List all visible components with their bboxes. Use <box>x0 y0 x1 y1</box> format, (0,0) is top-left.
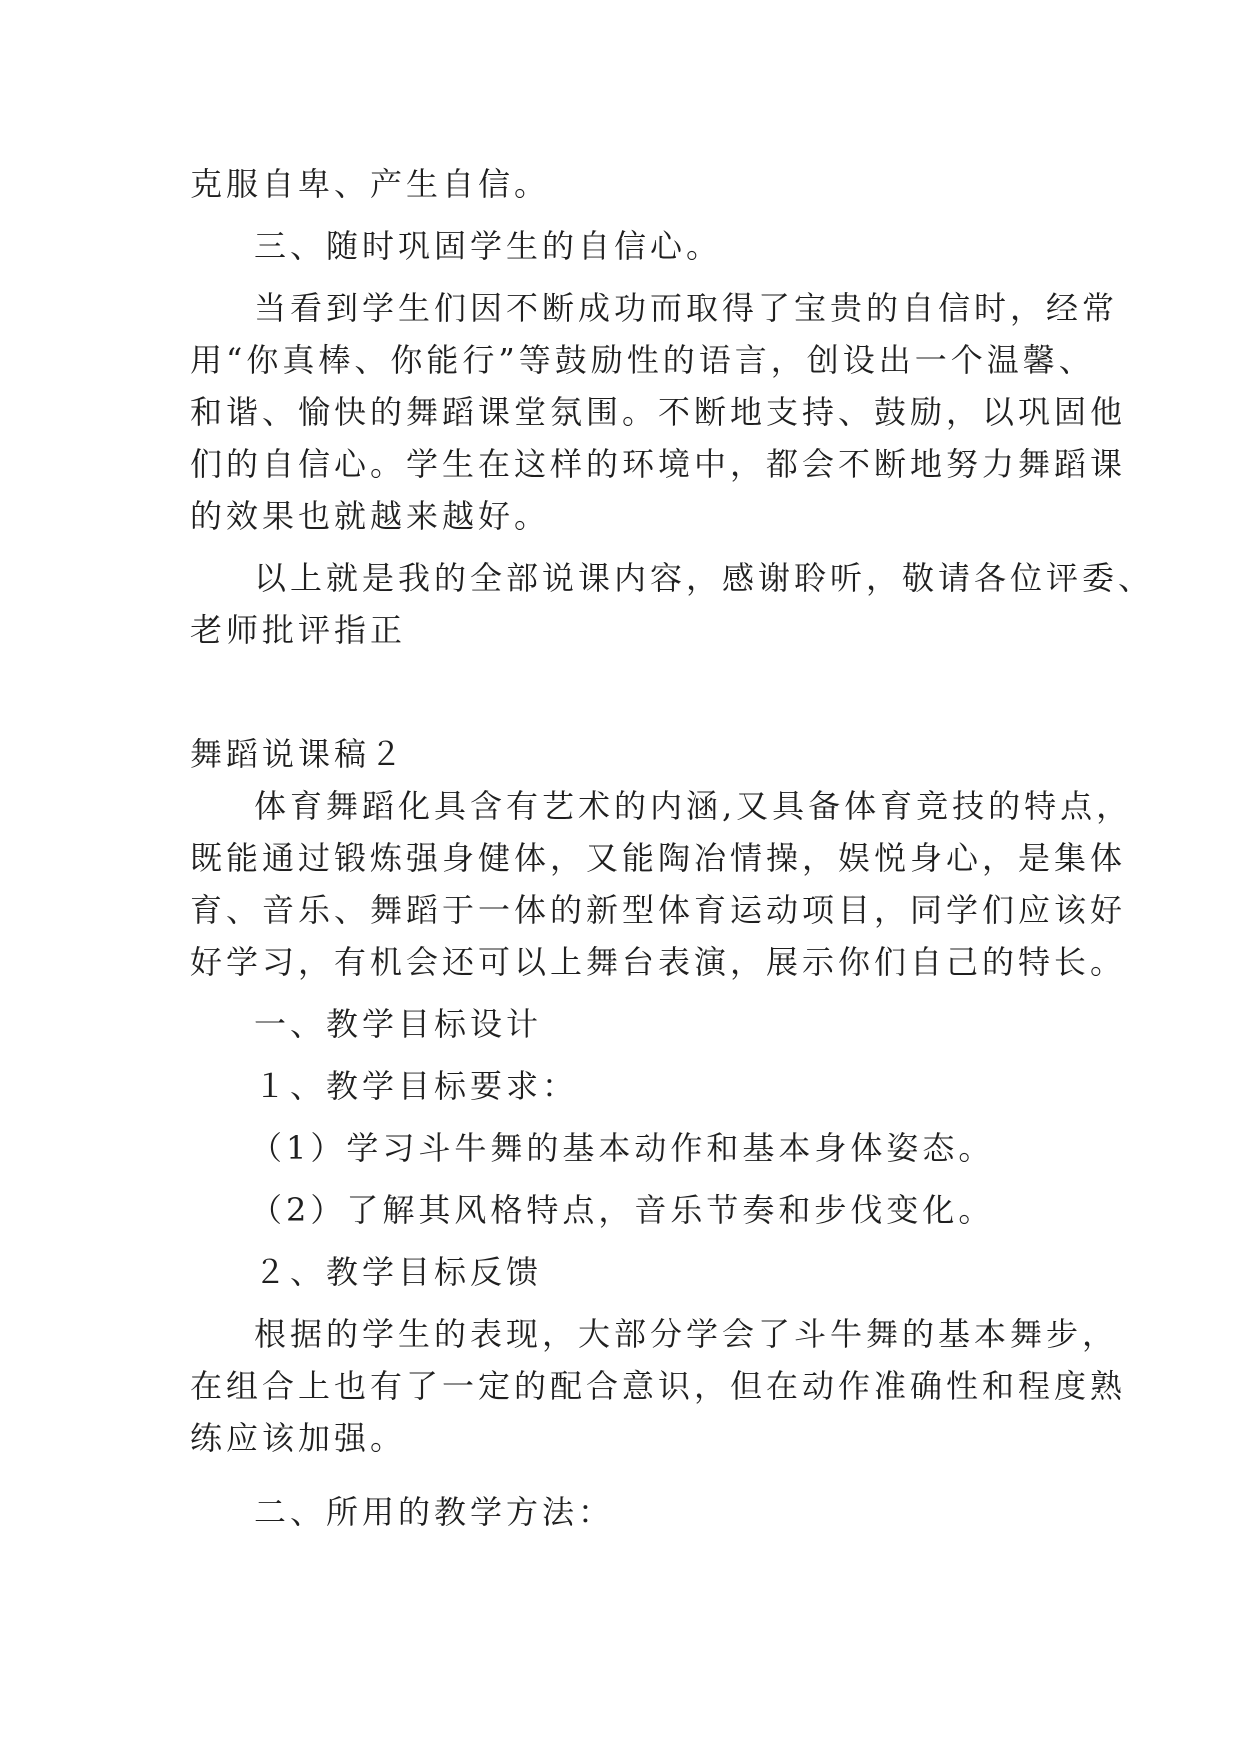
paragraph-line: 既能通过锻炼强身健体，又能陶冶情操，娱悦身心，是集体 <box>190 839 1127 877</box>
sub-heading-two: ２、教学目标反馈 <box>254 1253 543 1291</box>
feedback-paragraph <box>190 1308 1127 1464</box>
confidence-paragraph <box>190 282 1127 542</box>
paragraph-line: 好学习，有机会还可以上舞台表演，展示你们自己的特长。 <box>190 943 1127 981</box>
heading-one: 一、教学目标设计 <box>254 1005 543 1043</box>
paragraph-line: 根据的学生的表现，大部分学会了斗牛舞的基本舞步， <box>254 1315 1119 1353</box>
document-body <box>190 158 1155 1538</box>
paragraph-line: 育、音乐、舞蹈于一体的新型体育运动项目，同学们应该好 <box>190 891 1127 929</box>
paragraph-line: 用“你真棒、你能行”等鼓励性的语言，创设出一个温馨、 <box>190 341 1095 379</box>
closing-paragraph <box>190 552 1155 656</box>
objective-item-2: （2）了解其风格特点，音乐节奏和步伐变化。 <box>250 1191 995 1229</box>
paragraph-line: 以上就是我的全部说课内容，感谢聆听，敬请各位评委、 <box>254 559 1155 597</box>
paragraph-line: 们的自信心。学生在这样的环境中，都会不断地努力舞蹈课 <box>190 445 1127 483</box>
sub-heading-one: １、教学目标要求： <box>254 1067 579 1105</box>
paragraph-line: 体育舞蹈化具含有艺术的内涵,又具备体育竞技的特点， <box>254 787 1133 825</box>
section-title: 舞蹈说课稿２ <box>190 735 407 773</box>
paragraph-line: 在组合上也有了一定的配合意识，但在动作准确性和程度熟 <box>190 1367 1127 1405</box>
heading-three: 三、随时巩固学生的自信心。 <box>254 227 723 265</box>
paragraph-line: 老师批评指正 <box>190 611 407 649</box>
objective-item-1: （1）学习斗牛舞的基本动作和基本身体姿态。 <box>250 1129 995 1167</box>
paragraph-line: 的效果也就越来越好。 <box>190 497 551 535</box>
intro-paragraph <box>190 780 1133 988</box>
continued-line: 克服自卑、产生自信。 <box>190 165 551 203</box>
paragraph-line: 和谐、愉快的舞蹈课堂氛围。不断地支持、鼓励，以巩固他 <box>190 393 1127 431</box>
paragraph-line: 当看到学生们因不断成功而取得了宝贵的自信时，经常 <box>254 289 1119 327</box>
heading-two: 二、所用的教学方法： <box>254 1493 615 1531</box>
paragraph-line: 练应该加强。 <box>190 1419 407 1457</box>
